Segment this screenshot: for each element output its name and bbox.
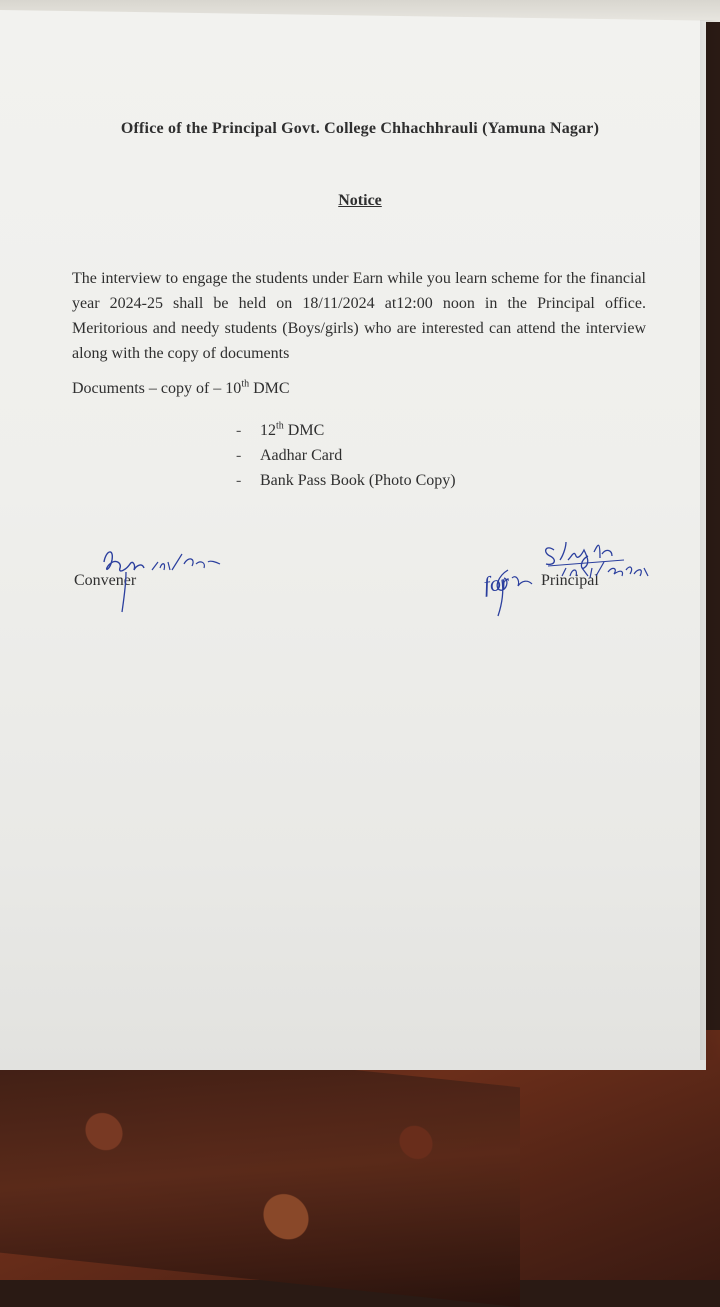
documents-suffix: DMC [249, 380, 290, 397]
dash-bullet: - [236, 447, 242, 464]
office-title: Office of the Principal Govt. College Chhachhrauli (Yamuna Nagar) [120, 120, 600, 137]
item-text: Bank Pass Book (Photo Copy) [260, 472, 456, 489]
item-suffix: DMC [283, 422, 325, 439]
notice-body: The interview to engage the students under Earn while you learn scheme for the financial year 2024-25 shall be held on 18/11/2024 at12:00 noon in the Principal office. Meritorious and needy students (Boys/girls) who are interested can attend the interview along with the copy of documents [72, 270, 646, 362]
item-text: 12 [260, 422, 276, 439]
list-item [236, 468, 456, 493]
item-sup: th [276, 420, 284, 432]
dash-bullet: - [236, 472, 242, 489]
documents-prefix: Documents – copy of – 10 [72, 380, 242, 397]
principal-label: Principal [541, 572, 599, 589]
dash-bullet: - [236, 422, 242, 439]
list-item [236, 418, 456, 443]
notice-paper [0, 10, 706, 1070]
documents-sup: th [241, 378, 250, 390]
for-text: for [481, 568, 511, 598]
documents-list [236, 418, 456, 493]
list-item [236, 443, 456, 468]
paper-edge-shadow [700, 20, 720, 1060]
documents-line [72, 380, 290, 398]
notice-heading: Notice [338, 192, 382, 209]
item-text: Aadhar Card [260, 447, 343, 464]
convener-label: Convener [74, 572, 137, 589]
